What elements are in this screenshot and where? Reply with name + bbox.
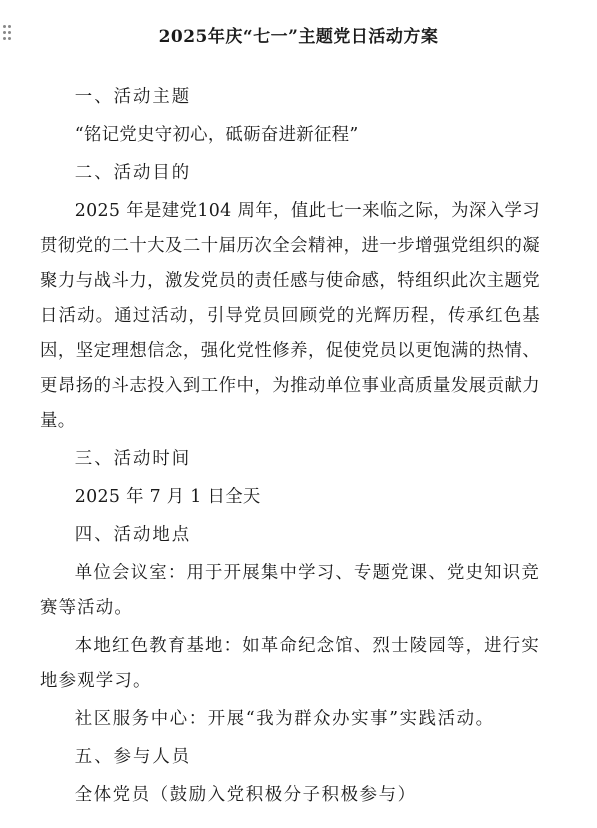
purpose-text: 2025 年是建党104 周年，值此七一来临之际，为深入学习贯彻党的二十大及二十届历次全会精神，进一步增强党组织的凝聚力与战斗力，激发党员的责任感与使命感，特组织此次主题党日活动。通过活动，引导党员回顾党的光辉历程，传承红色基因，坚定理想信念，强化党性修养，促使党员以更饱满的热情、更昂扬的斗志投入到工作中，为推动单位事业高质量发展贡献力量。 xyxy=(40,201,540,431)
section-heading-theme: 一、活动主题 xyxy=(74,87,192,107)
time-text: 2025 年 7 月 1 日全天 xyxy=(74,487,261,507)
location-meeting-room: 单位会议室：用于开展集中学习、专题党课、党史知识竞赛等活动。 xyxy=(40,563,540,618)
location-red-education-base: 本地红色教育基地：如革命纪念馆、烈士陵园等，进行实地参观学习。 xyxy=(40,636,540,691)
section-heading-time: 三、活动时间 xyxy=(74,449,192,469)
document-title: 2025年庆“七一”主题党日活动方案 xyxy=(158,27,439,47)
section-heading-participants: 五、参与人员 xyxy=(74,747,192,767)
section-heading-location: 四、活动地点 xyxy=(74,525,192,545)
participants-text: 全体党员（鼓励入党积极分子积极参与） xyxy=(74,785,417,805)
theme-text: “铭记党史守初心，砥砺奋进新征程” xyxy=(74,125,359,145)
location-community-center: 社区服务中心：开展“我为群众办实事”实践活动。 xyxy=(74,709,495,729)
document-body xyxy=(40,80,540,816)
section-heading-purpose: 二、活动目的 xyxy=(74,163,192,183)
